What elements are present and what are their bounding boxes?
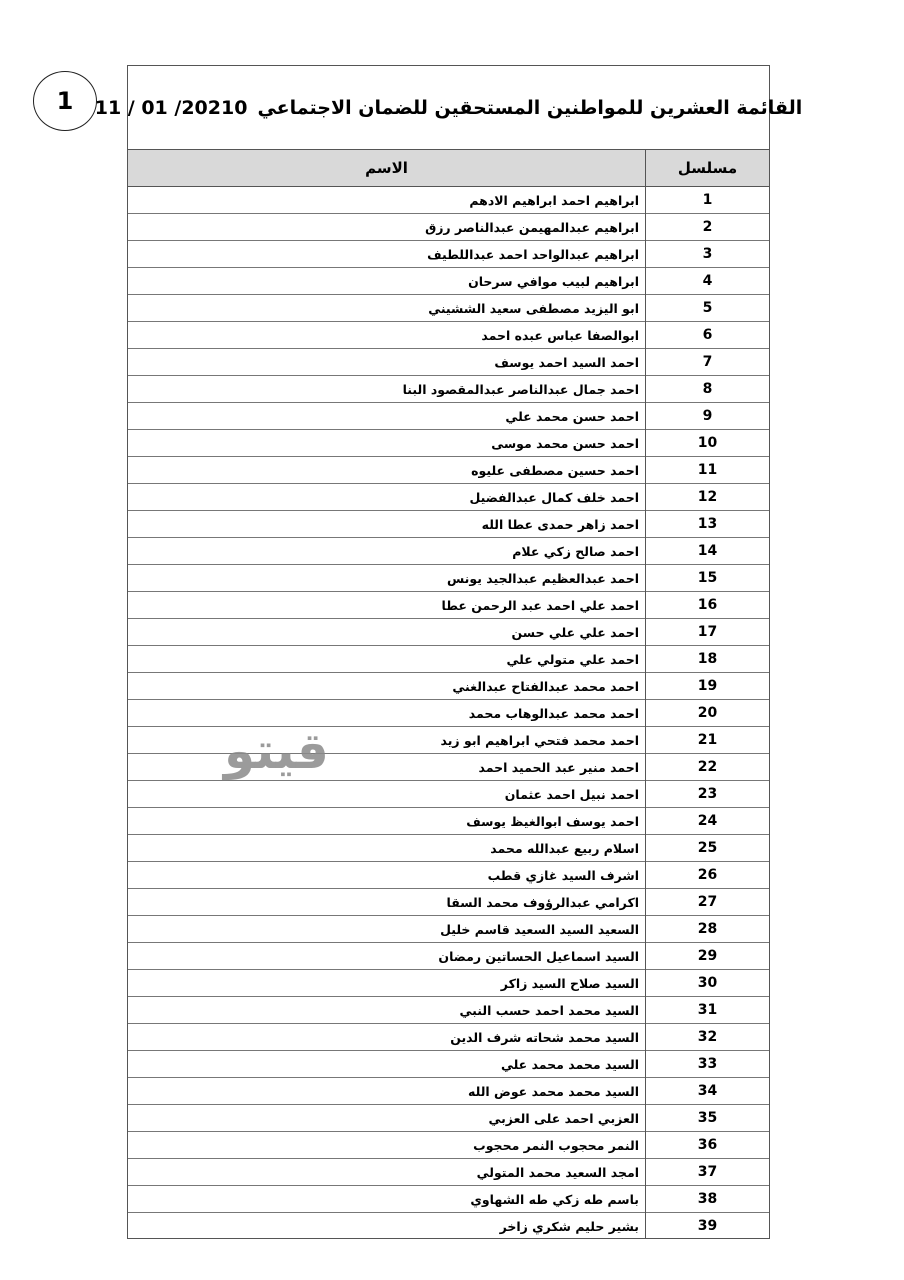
row-name: ابراهيم عبدالواحد احمد عبداللطيف [128, 241, 646, 268]
row-serial: 35 [646, 1105, 770, 1132]
row-serial: 21 [646, 727, 770, 754]
row-serial: 13 [646, 511, 770, 538]
table-row [128, 646, 769, 673]
row-name: بشير حليم شكري زاخر [128, 1213, 646, 1240]
page-number: 1 [56, 87, 74, 115]
beneficiaries-list-sheet [94, 65, 803, 1239]
table-row [128, 1159, 769, 1186]
table-row [128, 484, 769, 511]
row-serial: 32 [646, 1024, 770, 1051]
row-serial: 37 [646, 1159, 770, 1186]
row-serial: 31 [646, 997, 770, 1024]
table-row [128, 1024, 769, 1051]
table-row [128, 1186, 769, 1213]
row-serial: 39 [646, 1213, 770, 1240]
row-name: النمر محجوب النمر محجوب [128, 1132, 646, 1159]
row-name: احمد حسن محمد موسى [128, 430, 646, 457]
row-name: احمد محمد فتحي ابراهيم ابو زيد [128, 727, 646, 754]
table-row [128, 214, 769, 241]
table-row [128, 997, 769, 1024]
row-name: احمد محمد عبدالفتاح عبدالغني [128, 673, 646, 700]
row-serial: 16 [646, 592, 770, 619]
row-name: احمد محمد عبدالوهاب محمد [128, 700, 646, 727]
table-row [128, 1051, 769, 1078]
watermark-text: قيتو [224, 722, 329, 780]
row-name: احمد السيد احمد يوسف [128, 349, 646, 376]
row-serial: 2 [646, 214, 770, 241]
serial-column-header: مسلسل [646, 150, 770, 187]
table-row [128, 1213, 769, 1240]
row-serial: 18 [646, 646, 770, 673]
site-watermark-logo [224, 722, 329, 780]
row-name: السيد محمد محمد عوض الله [128, 1078, 646, 1105]
row-name: احمد علي علي حسن [128, 619, 646, 646]
row-serial: 15 [646, 565, 770, 592]
row-name: ابراهيم احمد ابراهيم الادهم [469, 192, 639, 208]
row-name: امجد السعيد محمد المتولي [128, 1159, 646, 1186]
table-row [128, 376, 769, 403]
row-serial: 24 [646, 808, 770, 835]
row-serial: 27 [646, 889, 770, 916]
row-name: باسم طه زكي طه الشهاوي [128, 1186, 646, 1213]
list-title-box [94, 66, 803, 150]
row-name: احمد صالح زكي علام [128, 538, 646, 565]
row-name: اشرف السيد غازي قطب [128, 862, 646, 889]
row-serial: 19 [646, 673, 770, 700]
table-row [128, 538, 769, 565]
row-serial: 8 [646, 376, 770, 403]
table-row [128, 295, 769, 322]
row-serial: 1 [646, 187, 770, 214]
table-header-row [128, 150, 769, 187]
row-name: السيد محمد احمد حسب النبي [128, 997, 646, 1024]
table-row [128, 673, 769, 700]
table-row [128, 889, 769, 916]
row-name: احمد علي متولي علي [128, 646, 646, 673]
row-serial: 11 [646, 457, 770, 484]
table-row [128, 916, 769, 943]
list-date: 11 / 01 /20210 [94, 96, 248, 119]
row-serial: 36 [646, 1132, 770, 1159]
row-serial: 29 [646, 943, 770, 970]
row-serial: 34 [646, 1078, 770, 1105]
row-name: اسلام ربيع عبدالله محمد [128, 835, 646, 862]
row-serial: 5 [646, 295, 770, 322]
row-name: احمد جمال عبدالناصر عبدالمقصود البنا [128, 376, 646, 403]
row-name: ابو اليزيد مصطفى سعيد الششيني [128, 295, 646, 322]
row-name: ابراهيم لبيب موافي سرحان [128, 268, 646, 295]
table-row [128, 835, 769, 862]
table-row [128, 1132, 769, 1159]
table-row [128, 187, 769, 214]
table-row [128, 430, 769, 457]
row-name: احمد يوسف ابوالغيظ يوسف [128, 808, 646, 835]
row-serial: 4 [646, 268, 770, 295]
row-serial: 9 [646, 403, 770, 430]
row-name: احمد نبيل احمد عثمان [128, 781, 646, 808]
table-row [128, 970, 769, 997]
table-row [128, 565, 769, 592]
row-serial: 26 [646, 862, 770, 889]
row-name: السيد اسماعيل الحساتين رمضان [128, 943, 646, 970]
row-serial: 20 [646, 700, 770, 727]
table-row [128, 403, 769, 430]
list-title: القائمة العشرين للمواطنين المستحقين للضمان الاجتماعي [257, 96, 803, 119]
row-serial: 25 [646, 835, 770, 862]
table-row [128, 808, 769, 835]
table-row [128, 1078, 769, 1105]
table-row [128, 1105, 769, 1132]
table-row [128, 349, 769, 376]
table-row [128, 943, 769, 970]
page-number-badge [33, 71, 97, 131]
table-row [128, 619, 769, 646]
row-name: السيد محمد محمد علي [128, 1051, 646, 1078]
row-name: ابراهيم عبدالمهيمن عبدالناصر رزق [128, 214, 646, 241]
row-name: احمد حسين مصطفى عليوه [128, 457, 646, 484]
row-serial: 22 [646, 754, 770, 781]
row-name: العزبي احمد على العزبي [128, 1105, 646, 1132]
row-serial: 28 [646, 916, 770, 943]
row-name: ابوالصفا عباس عبده احمد [128, 322, 646, 349]
table-row [128, 457, 769, 484]
row-name: احمد زاهر حمدى عطا الله [128, 511, 646, 538]
row-name: احمد حسن محمد علي [128, 403, 646, 430]
table-row [128, 511, 769, 538]
table-row [128, 781, 769, 808]
table-row [128, 268, 769, 295]
table-row [128, 862, 769, 889]
row-serial: 17 [646, 619, 770, 646]
row-serial: 30 [646, 970, 770, 997]
row-name: السعيد السيد السعيد قاسم خليل [128, 916, 646, 943]
table-row [128, 241, 769, 268]
row-name: السيد صلاح السيد زاكر [128, 970, 646, 997]
row-serial: 12 [646, 484, 770, 511]
row-name: اكرامي عبدالرؤوف محمد السقا [128, 889, 646, 916]
table-row [128, 592, 769, 619]
beneficiaries-table [128, 150, 769, 1239]
row-serial: 23 [646, 781, 770, 808]
row-serial: 7 [646, 349, 770, 376]
row-serial: 3 [646, 241, 770, 268]
row-serial: 10 [646, 430, 770, 457]
row-name: احمد خلف كمال عبدالفضيل [128, 484, 646, 511]
row-serial: 14 [646, 538, 770, 565]
row-serial: 6 [646, 322, 770, 349]
row-name: احمد منير عبد الحميد احمد [128, 754, 646, 781]
table-row [128, 322, 769, 349]
row-name: السيد محمد شحاته شرف الدين [128, 1024, 646, 1051]
row-name: احمد عبدالعظيم عبدالجيد يونس [128, 565, 646, 592]
name-column-header: الاسم [128, 150, 646, 187]
row-serial: 33 [646, 1051, 770, 1078]
row-name: احمد علي احمد عبد الرحمن عطا [128, 592, 646, 619]
row-serial: 38 [646, 1186, 770, 1213]
